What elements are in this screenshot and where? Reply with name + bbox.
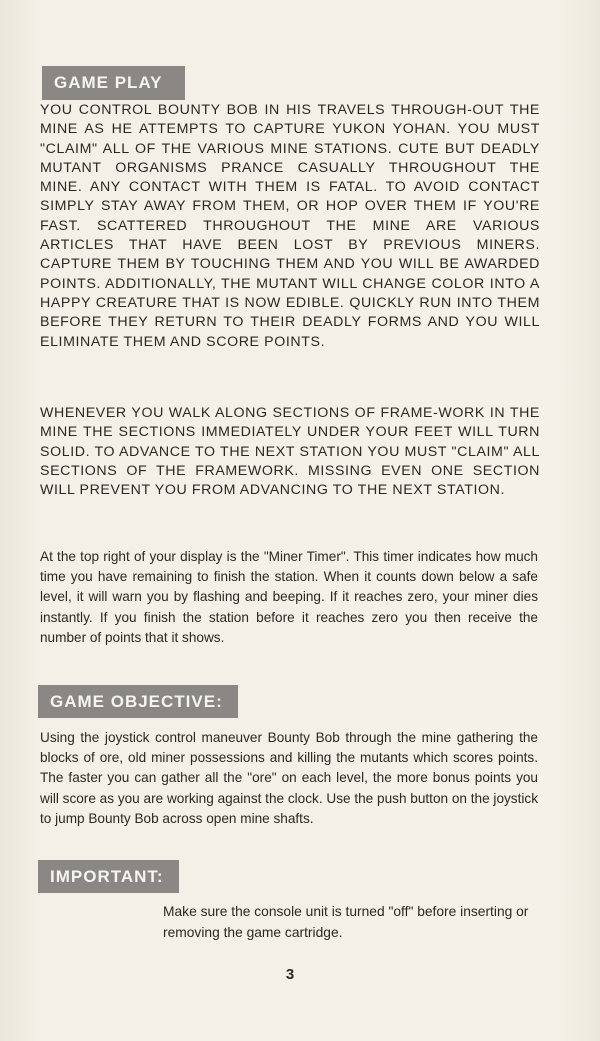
game-objective-heading: GAME OBJECTIVE: [38,685,238,718]
important-paragraph: Make sure the console unit is turned "off" before inserting or removing the game cartridge. [163,904,529,940]
important-heading: IMPORTANT: [38,860,179,893]
game-play-paragraph-1: YOU CONTROL BOUNTY BOB IN HIS TRAVELS THROUGH-OUT THE MINE AS HE ATTEMPTS TO CAPTURE YUKON YOHAN. YOU MUST "CLAIM" ALL OF THE VARIOUS MINE STATIONS. CUTE BUT DEADLY MUTANT ORGANISMS PRANCE CASUALLY THROUGHOUT THE MINE. ANY CONTACT WITH THEM IS FATAL. TO AVOID CONTACT SIMPLY STAY AWAY FROM THEM, OR HOP OVER THEM IF YOU'RE FAST. SCATTERED THROUGHOUT THE MINE ARE VARIOUS ARTICLES THAT HAVE BEEN LOST BY PREVIOUS MINERS. CAPTURE THEM BY TOUCHING THEM AND YOU WILL BE AWARDED POINTS. ADDITIONALLY, THE MUTANT WILL CHANGE COLOR INTO A HAPPY CREATURE THAT IS NOW EDIBLE. QUICKLY RUN INTO THEM BEFORE THEY RETURN TO THEIR DEADLY FORMS AND YOU WILL ELIMINATE THEM AND SCORE POINTS. [40,102,540,350]
game-play-heading: GAME PLAY [42,66,185,100]
game-objective-paragraph: Using the joystick control maneuver Bounty Bob through the mine gathering the blocks of ore, old miner possessions and killing the mutants which scores points. The faster you can gather all the "ore" on each level, the more bonus points you will score as you are working against the clock. Use the push button on the joystick to jump Bounty Bob across open mine shafts. [40,730,538,826]
miner-timer-paragraph: At the top right of your display is the "Miner Timer". This timer indicates how much time you have remaining to finish the station. When it counts down below a safe level, it will warn you by flashing and beeping. If it reaches zero, your miner dies instantly. If you finish the station before it reaches zero you then receive the number of points that it shows. [40,549,538,645]
game-play-paragraph-2: WHENEVER YOU WALK ALONG SECTIONS OF FRAME-WORK IN THE MINE THE SECTIONS IMMEDIATELY UNDER YOUR FEET WILL TURN SOLID. TO ADVANCE TO THE NEXT STATION YOU MUST "CLAIM" ALL SECTIONS OF THE FRAMEWORK. MISSING EVEN ONE SECTION WILL PREVENT YOU FROM ADVANCING TO THE NEXT STATION. [40,405,540,499]
page-number: 3 [285,966,295,983]
